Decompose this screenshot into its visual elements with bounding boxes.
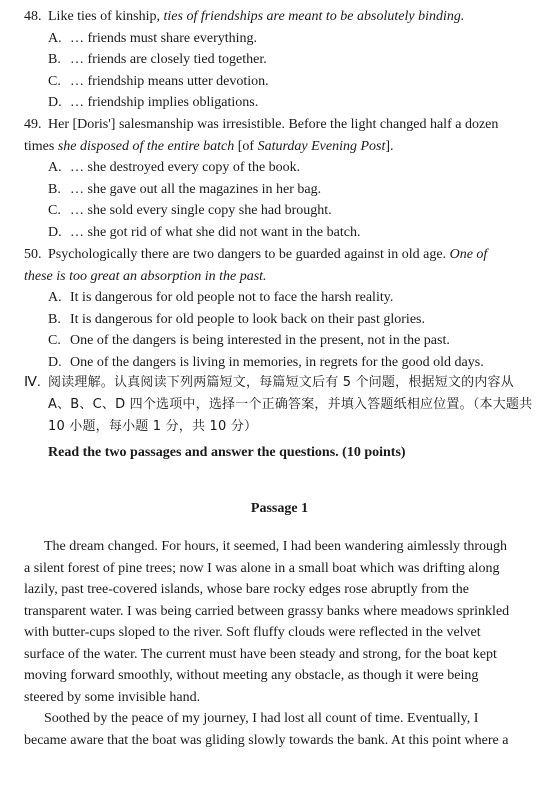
passage-line: transparent water. I was being carried between grassy banks where meadows sprinkled — [24, 603, 510, 619]
question-49-stem-cont — [24, 136, 533, 158]
option-label: D. — [48, 224, 62, 240]
option-d — [24, 352, 533, 374]
option-text: … she destroyed every copy of the book. — [70, 160, 301, 175]
stem-italic-text: Saturday Evening Post — [257, 138, 386, 154]
instruction-line-3: 10 小题，每小题 1 分，共 10 分） — [48, 419, 258, 434]
option-label: D. — [48, 95, 62, 110]
instruction-line-1 — [24, 372, 535, 394]
question-number: 49. — [24, 117, 42, 132]
stem-italic-text: ties of friendships are meant to be absolutely binding. — [163, 9, 465, 24]
option-text: … friendship means utter devotion. — [70, 73, 269, 89]
option-label: C. — [48, 203, 61, 218]
instruction-line-2: A、B、C、D 四个选项中，选择一个正确答案，并填入答题纸相应位置。（本大题共 — [48, 397, 533, 412]
question-number: 48. — [24, 9, 42, 24]
stem-text: Like ties of kinship, — [48, 9, 164, 24]
stem-text: times — [24, 138, 58, 154]
option-label: A. — [48, 290, 62, 305]
english-instruction: Read the two passages and answer the questions. (10 points) — [48, 445, 406, 460]
option-c — [24, 71, 533, 93]
option-d — [24, 222, 533, 244]
question-50-stem-cont — [24, 266, 533, 288]
question-49 — [24, 114, 533, 243]
option-text: … friends must share everything. — [70, 30, 258, 46]
passage-line: became aware that the boat was gliding slowly towards the bank. At this point where a — [24, 732, 509, 748]
option-label: C. — [48, 73, 61, 89]
option-a — [24, 287, 533, 309]
option-b — [24, 309, 533, 331]
passage-line: moving forward smoothly, without meeting any obstacle, as though it were being — [24, 668, 479, 683]
section-numeral: Ⅳ. — [24, 375, 41, 390]
passage-line: with butter-cups sloped to the river. Soft fluffy clouds were reflected in the velvet — [24, 625, 481, 640]
option-a — [24, 157, 533, 179]
stem-text: Her [Doris'] salesmanship was irresistible. Before the light changed half a dozen — [48, 117, 499, 132]
question-48-stem — [24, 6, 533, 28]
option-b — [24, 179, 533, 201]
passage-1-title — [24, 498, 535, 520]
option-label: B. — [48, 311, 61, 327]
paragraph-1 — [24, 536, 533, 708]
option-text: … friendship implies obligations. — [70, 95, 259, 110]
stem-italic-text: these is too great an absorption in the past. — [24, 268, 267, 284]
question-50-stem — [24, 244, 533, 266]
option-c — [24, 200, 533, 222]
stem-italic-text: she disposed of the entire batch — [57, 138, 235, 154]
question-50 — [24, 244, 533, 373]
option-text: One of the dangers is being interested in the present, not in the past. — [70, 333, 450, 348]
passage-line: The dream changed. For hours, it seemed, I had been wandering aimlessly through — [44, 539, 508, 554]
passage-line: lazily, past tree-covered islands, whose bare rocky edges rose abruptly from the — [24, 582, 469, 597]
option-label: D. — [48, 354, 62, 370]
option-text: … she gave out all the magazines in her bag. — [70, 181, 322, 197]
passage-title: Passage 1 — [250, 501, 309, 516]
option-a — [24, 28, 533, 50]
section-4-instructions — [24, 372, 535, 464]
stem-text: Psychologically there are two dangers to be guarded against in old age. — [48, 247, 450, 262]
option-text: One of the dangers is living in memories, in regrets for the good old days. — [70, 354, 484, 370]
passage-line: Soothed by the peace of my journey, I had lost all count of time. Eventually, I — [44, 711, 479, 726]
option-label: C. — [48, 333, 61, 348]
option-text: … friends are closely tied together. — [70, 52, 267, 67]
option-label: B. — [48, 52, 61, 67]
option-text: … she sold every single copy she had brought. — [70, 203, 332, 218]
option-label: A. — [48, 160, 62, 175]
passage-line: surface of the water. The current must have been steady and strong, for the boat kept — [24, 646, 497, 662]
stem-text: [of — [234, 138, 258, 154]
passage-line: steered by some invisible hand. — [24, 689, 201, 705]
paragraph-2 — [24, 708, 533, 751]
stem-italic-text: One of — [449, 247, 488, 262]
option-text: … she got rid of what she did not want in the batch. — [70, 224, 361, 240]
stem-text: ]. — [385, 138, 394, 154]
question-number: 50. — [24, 247, 42, 262]
question-48 — [24, 6, 533, 114]
option-b — [24, 49, 533, 71]
passage-line: a silent forest of pine trees; now I was alone in a small boat which was drifting along — [24, 560, 500, 576]
option-text: It is dangerous for old people to look back on their past glories. — [70, 311, 425, 327]
question-49-stem — [24, 114, 533, 136]
passage-1-body — [24, 536, 533, 751]
option-text: It is dangerous for old people not to face the harsh reality. — [70, 290, 394, 305]
option-label: B. — [48, 181, 61, 197]
option-d — [24, 92, 533, 114]
instruction-text: 阅读理解。认真阅读下列两篇短文，每篇短文后有 5 个问题，根据短文的内容从 — [48, 375, 514, 390]
option-label: A. — [48, 30, 62, 46]
option-c — [24, 330, 533, 352]
